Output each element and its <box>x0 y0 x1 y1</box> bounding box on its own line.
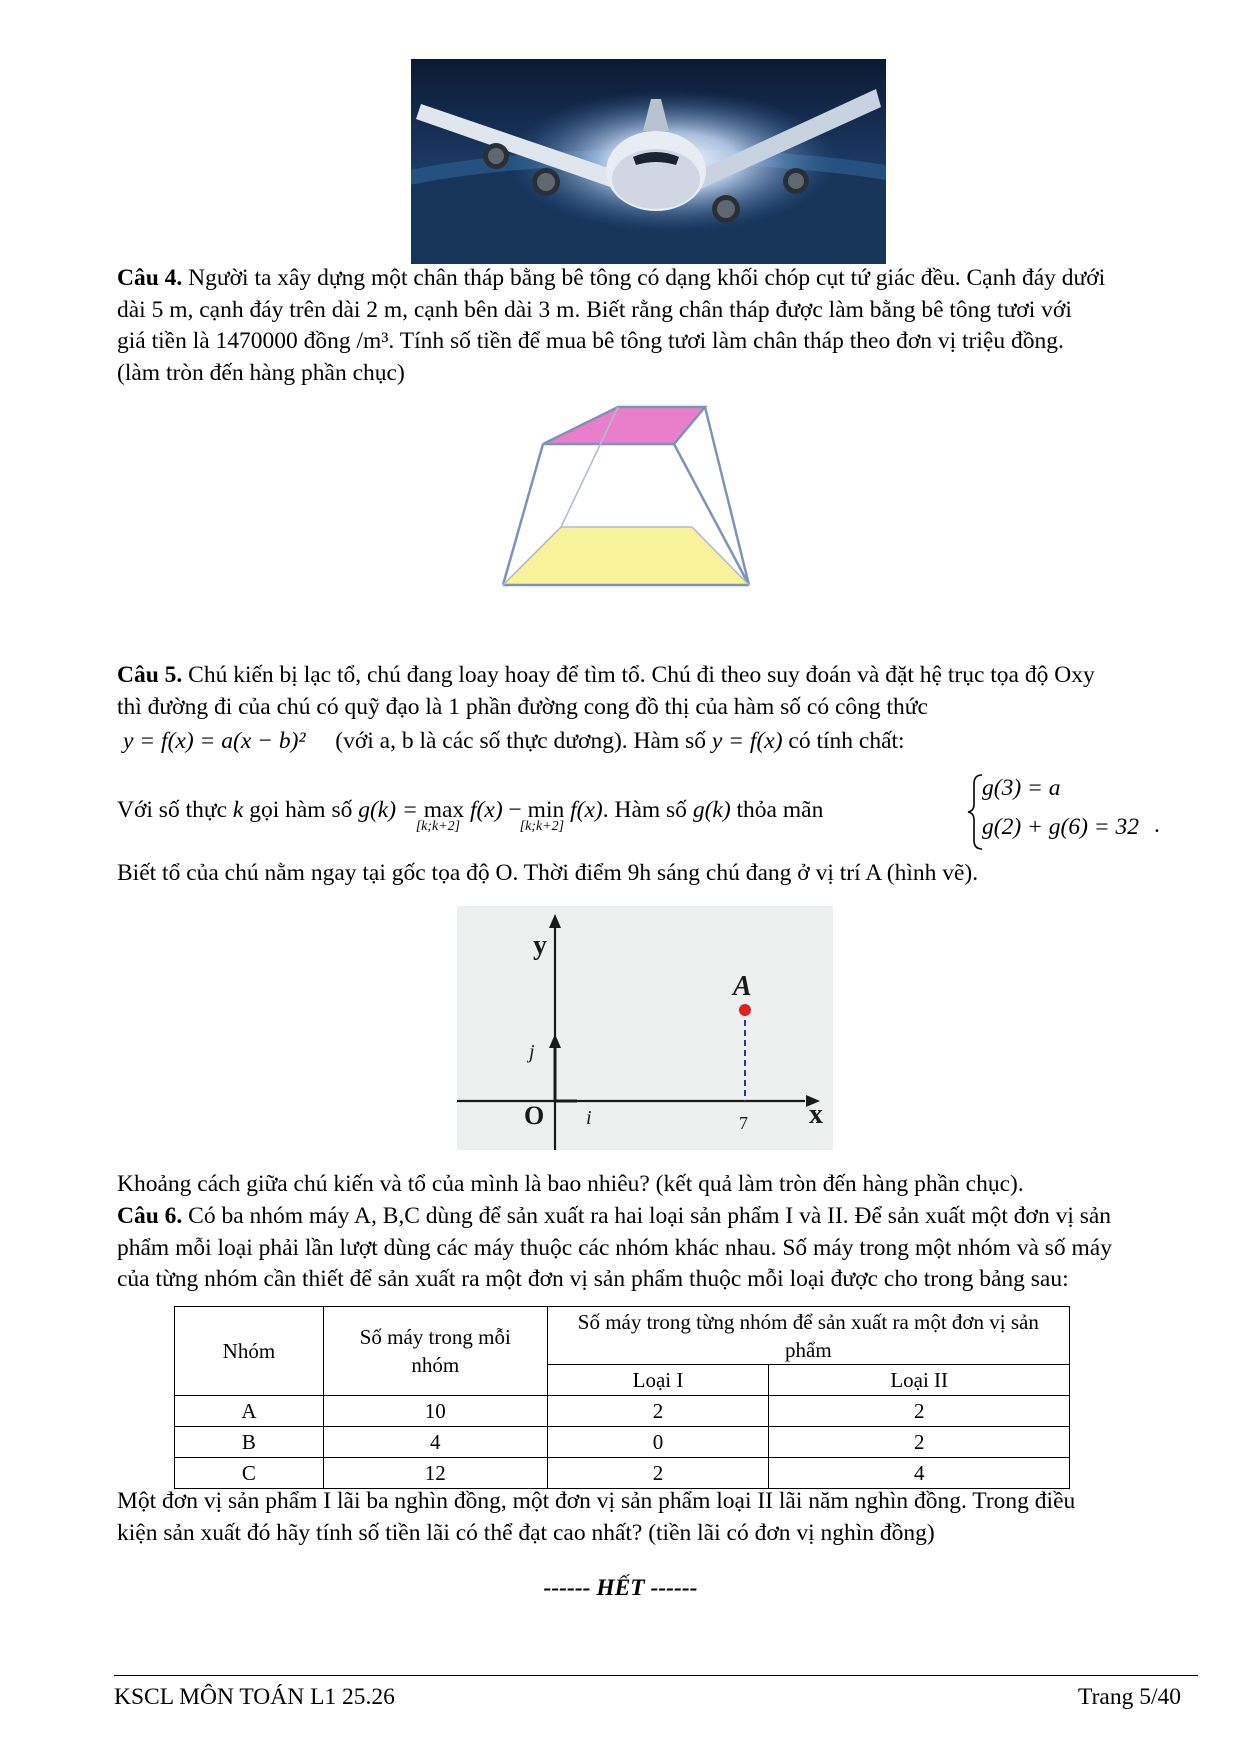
table-cell: 12 <box>323 1458 547 1489</box>
g-interval-max: [k;k+2] <box>415 819 461 834</box>
q5-line: Chú kiến bị lạc tổ, chú đang loay hoay để tìm tổ. Chú đi theo suy đoán và đặt hệ trục tọa độ Oxy <box>188 662 1095 688</box>
q5-label: Câu 5. <box>117 662 183 688</box>
g-min: min <box>527 797 565 823</box>
q4-line: dài 5 m, cạnh đáy trên dài 2 m, cạnh bên dài 3 m. Biết rằng chân tháp được làm bằng bê tông tươi với <box>117 296 1072 323</box>
footer-right: Trang 5/40 <box>1078 1684 1181 1710</box>
g-minus: − <box>508 797 522 823</box>
q6-after-line: Một đơn vị sản phẩm I lãi ba nghìn đồng, một đơn vị sản phẩm loại II lãi năm nghìn đồng. Trong điều <box>117 1488 1076 1514</box>
g-satisfy: thỏa mãn <box>736 797 824 823</box>
q4-line: (làm tròn đến hàng phần chục) <box>117 359 405 386</box>
header-need: Số máy trong từng nhóm để sản xuất ra một đơn vị sản phẩm <box>547 1307 1069 1365</box>
table-row <box>175 1396 1070 1427</box>
q4-label: Câu 4. <box>117 265 183 291</box>
question-6 <box>117 1201 1197 1296</box>
q5-formula-row <box>123 728 905 755</box>
i-label: i <box>586 1107 592 1129</box>
machine-table <box>174 1306 1070 1489</box>
table-cell: 4 <box>323 1427 547 1458</box>
q5-g-row <box>117 797 824 834</box>
question-4 <box>117 263 1197 389</box>
table-row <box>175 1458 1070 1489</box>
question-5 <box>117 660 1197 723</box>
table-cell: A <box>175 1396 324 1427</box>
g-fx-2: f(x) <box>570 797 603 823</box>
g-fx-1: f(x) <box>470 797 503 823</box>
g-gk: g(k) <box>692 797 731 823</box>
j-label: j <box>529 1041 535 1063</box>
table-cell: 4 <box>769 1458 1070 1489</box>
g-mid: gọi hàm số <box>249 797 353 823</box>
q5-line: thì đường đi của chú có quỹ đạo là 1 phần đường cong đồ thị của hàm số có công thức <box>117 693 928 720</box>
tick-7-label: 7 <box>739 1113 748 1133</box>
g-lhs: g(k) = <box>358 797 418 823</box>
q6-after-line: kiện sản xuất đó hãy tính số tiền lãi có thể đạt cao nhất? (tiền lãi có đơn vị nghìn đồng) <box>117 1519 935 1546</box>
eq-line-1: g(3) = a <box>982 775 1061 801</box>
formula-fx: y = f(x) = a(x − b)² <box>123 728 306 754</box>
header-count: Số máy trong mỗi nhóm <box>323 1307 547 1396</box>
y-axis-arrow <box>549 914 561 928</box>
g-max: max <box>423 797 465 823</box>
q6-after <box>117 1486 1197 1549</box>
table-cell: 2 <box>547 1396 769 1427</box>
eq-period: . <box>1154 812 1160 838</box>
q4-line: Người ta xây dựng một chân tháp bằng bê tông có dạng khối chóp cụt tứ giác đều. Cạnh đáy dưới <box>188 265 1106 291</box>
g-intro: Với số thực <box>117 797 228 823</box>
header-group: Nhóm <box>175 1307 324 1396</box>
coordinate-graph <box>457 906 833 1150</box>
q6-label: Câu 6. <box>117 1203 183 1229</box>
point-a <box>739 1004 751 1016</box>
table-cell: C <box>175 1458 324 1489</box>
q5-question: Khoảng cách giữa chú kiến và tổ của mình là bao nhiêu? (kết quả làm tròn đến hàng phần chục). <box>117 1171 1024 1197</box>
point-a-label: A <box>733 971 752 1002</box>
airplane-photo <box>411 59 886 264</box>
q6-line: Có ba nhóm máy A, B,C dùng để sản xuất ra hai loại sản phẩm I và II. Để sản xuất một đơn vị sản <box>188 1203 1112 1229</box>
origin-label: O <box>524 1101 545 1130</box>
x-axis-label: x <box>809 1099 823 1130</box>
q6-line: của từng nhóm cần thiết để sản xuất ra một đơn vị sản phẩm thuộc mỗi loại được cho trong bảng sau: <box>117 1266 1069 1292</box>
g-interval-min: [k;k+2] <box>519 819 565 834</box>
q6-line: phẩm mỗi loại phải lần lượt dùng các máy thuộc các nhóm khác nhau. Số máy trong một nhóm và số máy <box>117 1234 1112 1261</box>
formula-y: y = f(x) <box>711 728 783 754</box>
table-row <box>175 1427 1070 1458</box>
table-cell: 2 <box>547 1458 769 1489</box>
footer-left: KSCL MÔN TOÁN L1 25.26 <box>114 1684 395 1710</box>
formula-tail: có tính chất: <box>788 728 905 754</box>
table-cell: 0 <box>547 1427 769 1458</box>
q5-after: Biết tổ của chú nằm ngay tại gốc tọa độ O. Thời điểm 9h sáng chú đang ở vị trí A (hình vẽ). <box>117 860 979 886</box>
eq-line-2: g(2) + g(6) = 32 <box>982 814 1140 840</box>
table-cell: B <box>175 1427 324 1458</box>
footer-divider <box>114 1675 1198 1676</box>
end-mark: ------ HẾT ------ <box>543 1575 698 1601</box>
table-cell: 2 <box>769 1427 1070 1458</box>
g-k: k <box>232 797 244 823</box>
q4-line: giá tiền là 1470000 đồng /m³. Tính số tiền để mua bê tông tươi làm chân tháp theo đơn vị triệu đồng. <box>117 328 1064 354</box>
frustum-figure <box>495 398 785 633</box>
equation-system <box>966 772 1166 852</box>
header-type-1: Loại I <box>547 1365 769 1396</box>
table-cell: 2 <box>769 1396 1070 1427</box>
formula-note: (với a, b là các số thực dương). Hàm số <box>335 728 706 754</box>
header-type-2: Loại II <box>769 1365 1070 1396</box>
g-mid2: . Hàm số <box>602 797 687 823</box>
y-axis-label: y <box>533 930 547 961</box>
table-cell: 10 <box>323 1396 547 1427</box>
